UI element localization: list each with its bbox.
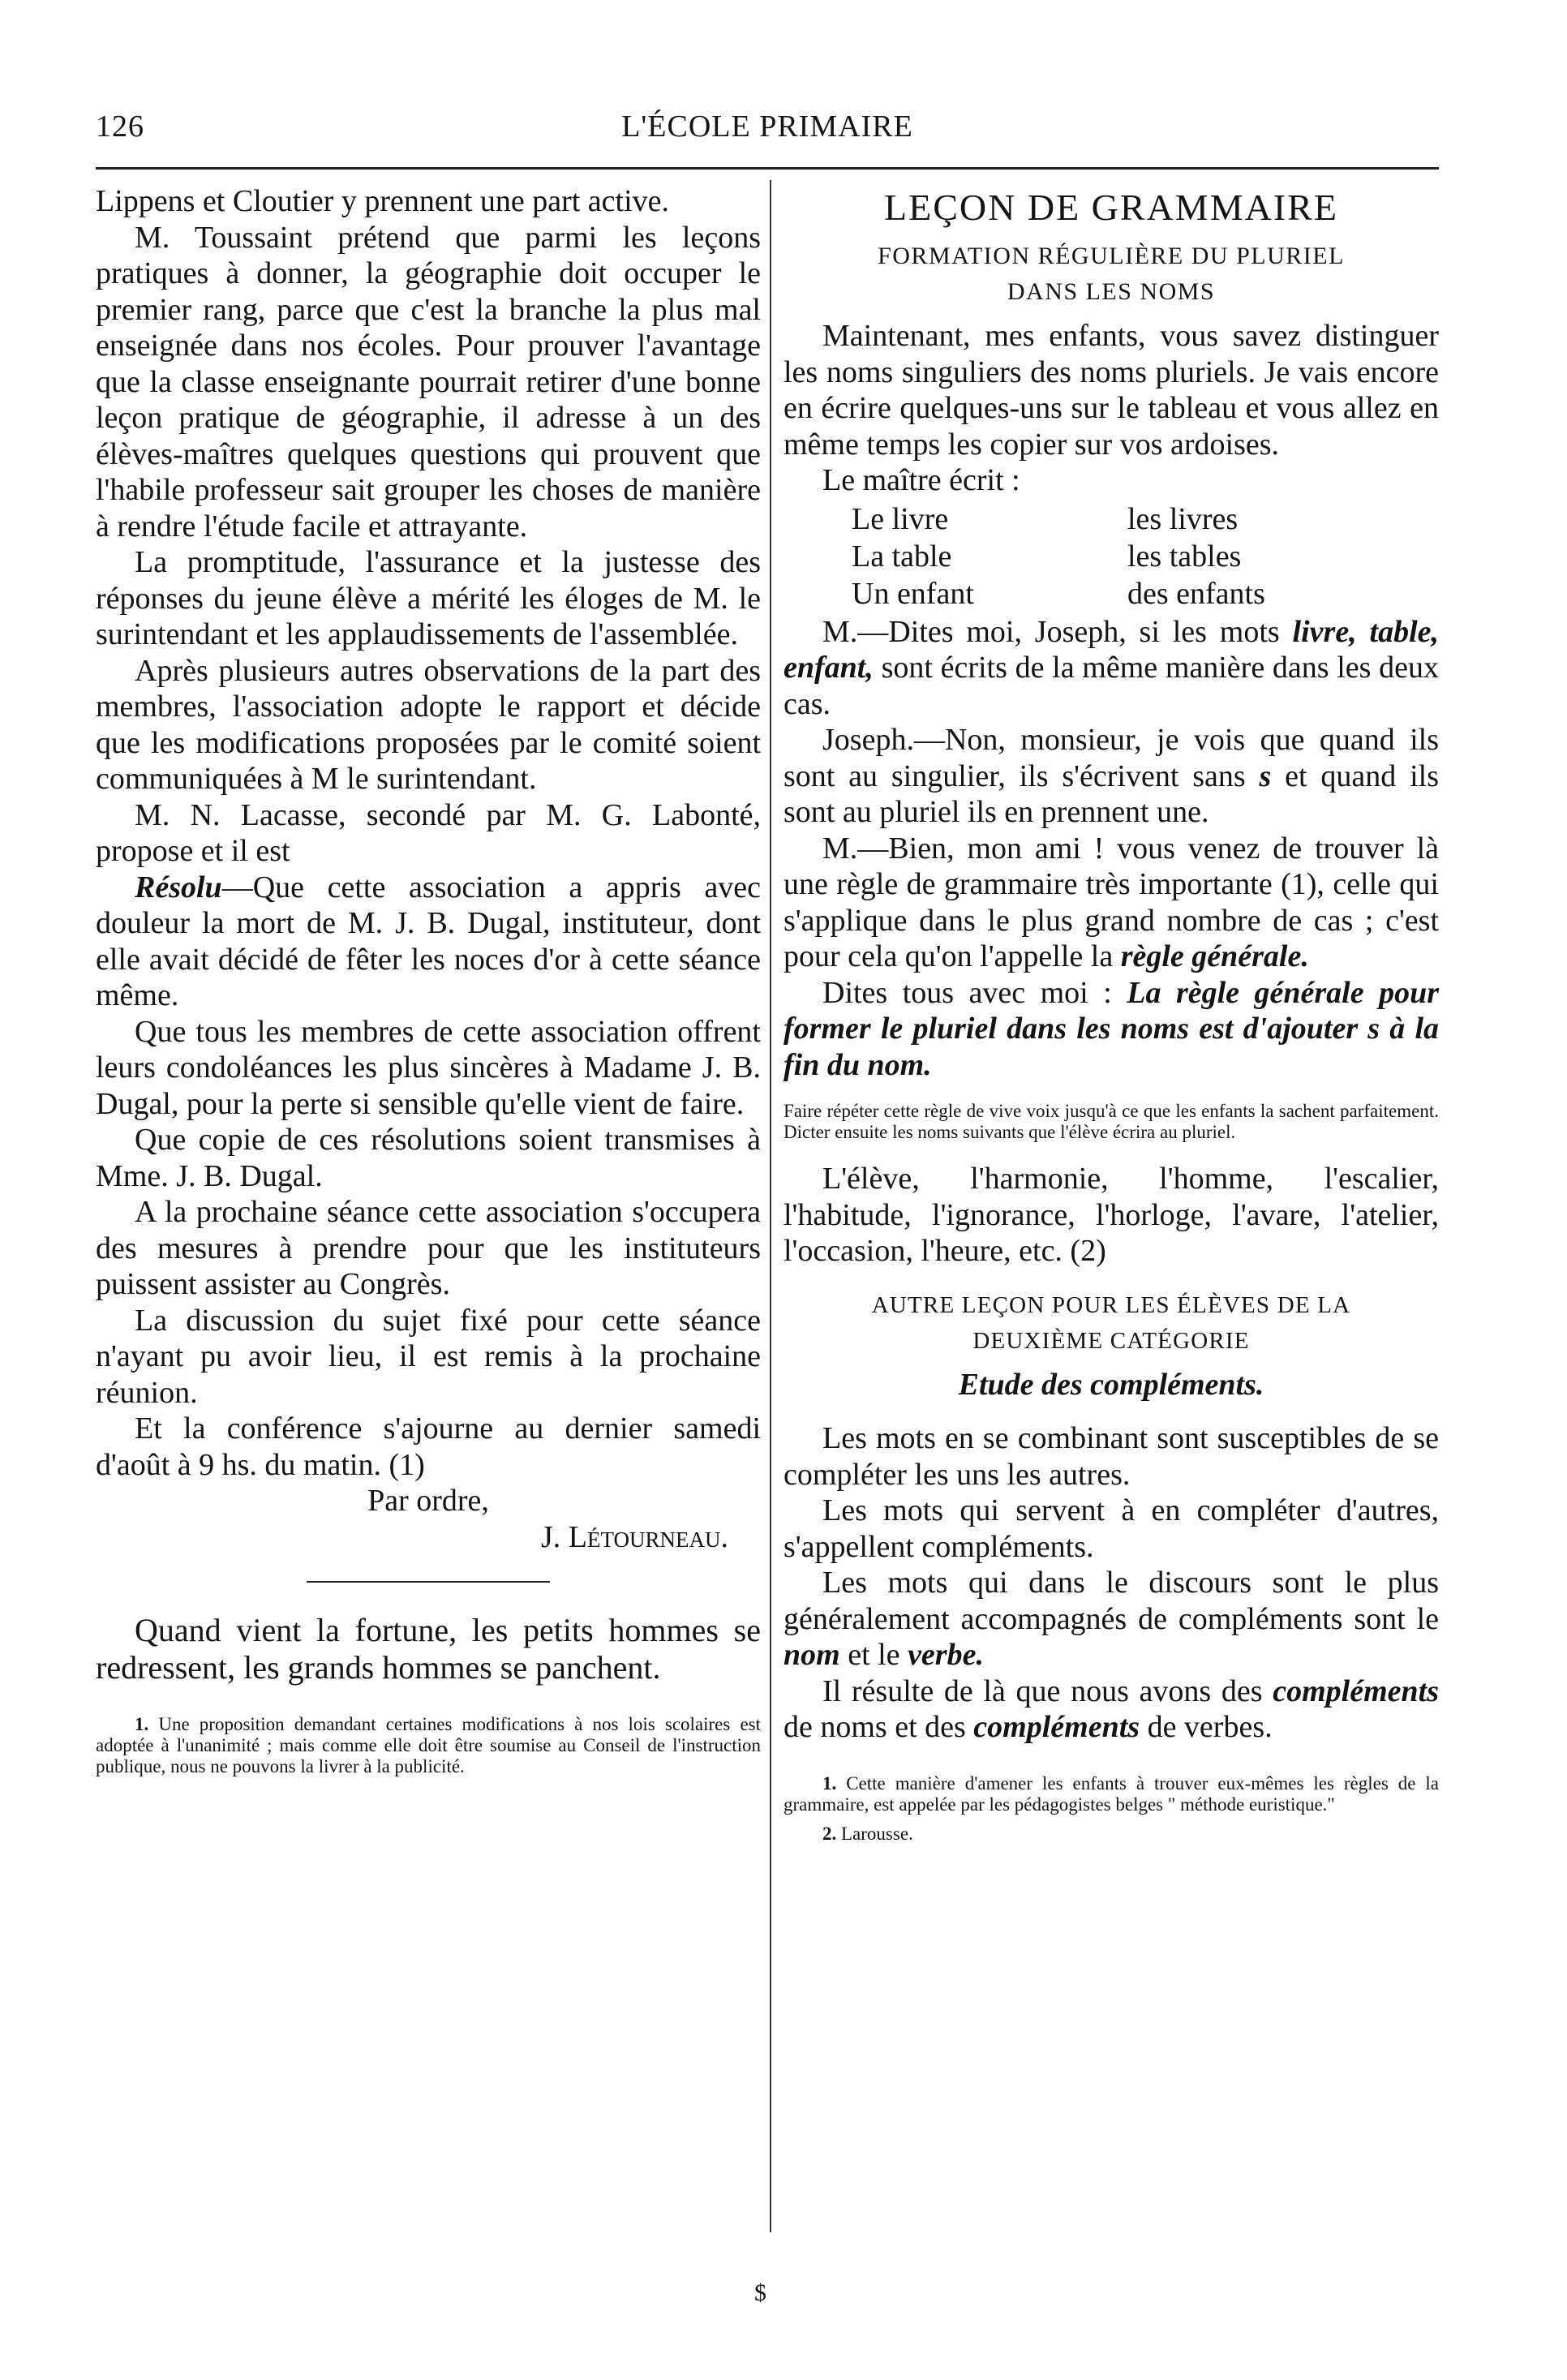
paragraph: Et la conférence s'ajourne au dernier samedi d'août à 9 hs. du matin. (1) (96, 1411, 761, 1482)
maxim: Quand vient la fortune, les petits hommes se redressent, les grands hommes se panchent. (96, 1612, 761, 1686)
footnote-text: Cette manière d'amener les enfants à trouver eux-mêmes les règles de la grammaire, est appelée par les pédagogistes belges " méthode euristique." (784, 1772, 1439, 1815)
dialogue-paragraph (784, 614, 1439, 723)
lesson-subheading: DANS LES NOMS (1007, 278, 1216, 305)
singular-word: La table (852, 539, 952, 574)
paragraph: Après plusieurs autres observations de la part des membres, l'association adopte le rapport et décide que les modifications proposées par le comité soient communiquées à M le surintendant. (96, 653, 761, 796)
footnote (96, 1714, 761, 1777)
journal-title: L'ÉCOLE PRIMAIRE (621, 110, 913, 144)
signature: J. Létourneau. (541, 1519, 728, 1554)
paragraph: M. Toussaint prétend que parmi les leçons pratiques à donner, la géographie doit occuper le premier rang, parce que c'est la branche la plus mal enseignée dans nos écoles. Pour prouver l'avantage que la classe enseignante pourrait retirer d'une bonne leçon pratique de géographie, il adresse à un des élèves-maîtres quelques questions qui prouvent que l'habile professeur sait grouper les choses de manière à rendre l'étude facile et attrayante. (96, 220, 761, 543)
dialogue-text: M.—Dites moi, Joseph, si les mots (822, 614, 1280, 649)
dialogue-text: et quand ils sont au pluriel ils en prennent une. (784, 758, 1440, 829)
paragraph: A la prochaine séance cette association s'occupera des mesures à prendre pour que les instituteurs puissent assister au Congrès. (96, 1195, 761, 1301)
lesson-heading-2: DEUXIÈME CATÉGORIE (972, 1327, 1250, 1354)
resolu-label: Résolu (135, 870, 222, 904)
footnote-text: Larousse. (841, 1823, 913, 1844)
footnote (784, 1773, 1439, 1815)
paragraph (784, 1565, 1439, 1673)
page-number: 126 (96, 110, 144, 144)
italic-word: compléments (1273, 1673, 1439, 1708)
footnote-text: Une proposition demandant certaines modifications à nos lois scolaires est adoptée à l'unanimité ; mais comme elle doit être soumise au Conseil de l'instruction publique, nous ne pouvons la livrer à la publicité. (96, 1714, 761, 1776)
running-head (96, 109, 1439, 157)
footnote-number: 2. (822, 1823, 837, 1844)
dialogue-paragraph (784, 831, 1439, 975)
italic-word: nom (784, 1638, 840, 1672)
paragraph: M. N. Lacasse, secondé par M. G. Labonté, propose et il est (96, 797, 761, 868)
left-column (96, 183, 761, 1777)
italic-rule: La règle générale pour former le pluriel dans les noms est d'ajouter s à la fin du nom. (784, 975, 1439, 1082)
noun-list: L'élève, l'harmonie, l'homme, l'escalier, l'habitude, l'ignorance, l'horloge, l'avare, l'atelier, l'occasion, l'heure, etc. (2) (784, 1162, 1439, 1268)
paragraph: Le maître écrit : (822, 463, 1020, 497)
header-rule (96, 167, 1439, 170)
dialogue-text: M.—Bien, mon ami ! vous venez de trouver là une règle de grammaire très importante (1), celle qui s'applique dans le plus grand nombre de cas ; c'est pour cela qu'on l'appelle la (784, 831, 1439, 973)
paragraph-text: Les mots qui dans le discours sont le plus généralement accompagnés de compléments sont le (784, 1566, 1439, 1636)
paragraph (784, 1673, 1439, 1746)
paragraph-text: et le (848, 1638, 900, 1672)
paragraph-text: Il résulte de là que nous avons des (822, 1673, 1263, 1708)
paragraph-text: de noms et des (784, 1710, 966, 1744)
italic-rule: règle générale. (1120, 939, 1309, 973)
word-pairs (852, 500, 1439, 612)
lesson-subheading: FORMATION RÉGULIÈRE DU PLURIEL (878, 243, 1345, 269)
paragraph: La discussion du sujet fixé pour cette séance n'ayant pu avoir lieu, il est remis à la prochaine réunion. (96, 1303, 761, 1410)
dialogue-text: sont écrits de la même manière dans les deux cas. (784, 651, 1440, 721)
dialogue-paragraph (784, 722, 1439, 831)
paragraph-text: de verbes. (1147, 1710, 1273, 1744)
paragraph: Lippens et Cloutier y prennent une part active. (96, 184, 669, 218)
lesson-heading-2: AUTRE LEÇON POUR LES ÉLÈVES DE LA (871, 1291, 1351, 1318)
section-rule (307, 1581, 550, 1583)
inline-note: Faire répéter cette règle de vive voix jusqu'à ce que les enfants la sachent parfaitement. Dicter ensuite les noms suivants que l'élève écrira au pluriel. (784, 1101, 1439, 1142)
dialogue-text: Dites tous avec moi : (822, 975, 1112, 1010)
page-bottom-mark: $ (754, 2279, 766, 2306)
paragraph: La promptitude, l'assurance et la justesse des réponses du jeune élève a mérité les éloges de M. le surintendant et les applaudissements de l'assemblée. (96, 545, 761, 651)
paragraph: Les mots en se combinant sont susceptibles de se compléter les uns les autres. (784, 1421, 1439, 1492)
signoff-line: Par ordre, (367, 1484, 489, 1518)
paragraph: Que copie de ces résolutions soient transmises à Mme. J. B. Dugal. (96, 1123, 761, 1193)
singular-word: Un enfant (852, 576, 974, 611)
column-divider (770, 180, 771, 2232)
resolution-paragraph (96, 870, 761, 1014)
italic-words: livre, table, enfant, (784, 614, 1439, 685)
resolution-text: —Que cette association a appris avec douleur la mort de M. J. B. Dugal, instituteur, dont elle avait décidé de fêter les noces d'or à cette séance même. (96, 870, 761, 1012)
paragraph: Les mots qui servent à en compléter d'autres, s'appellent compléments. (784, 1493, 1439, 1564)
plural-word: les tables (1127, 539, 1242, 574)
dialogue-text: Joseph.—Non, monsieur, je vois que quand ils sont au singulier, ils s'écrivent sans (784, 723, 1439, 793)
lesson-heading: LEÇON DE GRAMMAIRE (884, 187, 1338, 228)
italic-word: compléments (973, 1710, 1140, 1744)
lesson-title-italic: Etude des compléments. (958, 1367, 1264, 1402)
footnote-number: 1. (135, 1714, 149, 1734)
paragraph: Que tous les membres de cette association offrent leurs condoléances les plus sincères à Madame J. B. Dugal, pour la perte si sensible qu'elle vient de faire. (96, 1014, 761, 1121)
footnote-number: 1. (822, 1772, 837, 1794)
plural-word: les livres (1127, 501, 1239, 536)
plural-word: des enfants (1127, 576, 1265, 611)
dialogue-paragraph (784, 975, 1439, 1084)
italic-word: verbe. (908, 1638, 984, 1672)
footnote (784, 1824, 1439, 1845)
right-column (784, 183, 1439, 1845)
italic-letter: s (1259, 758, 1272, 793)
paragraph: Maintenant, mes enfants, vous savez distinguer les noms singuliers des noms pluriels. Je vais encore en écrire quelques-uns sur le tableau et vous allez en même temps les copier sur vos ardoises. (784, 319, 1439, 462)
singular-word: Le livre (852, 501, 949, 536)
